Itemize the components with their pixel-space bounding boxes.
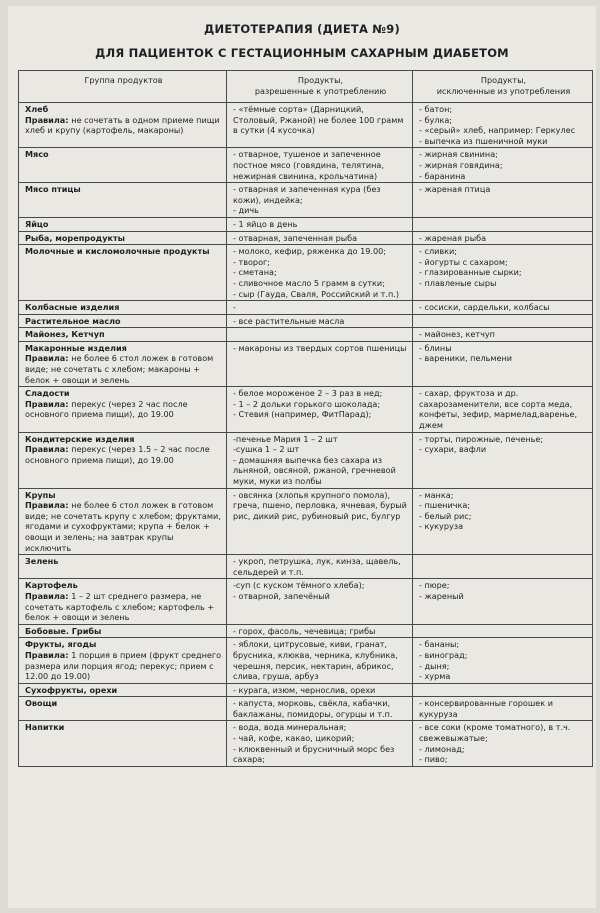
excluded-item: - кукуруза	[419, 521, 464, 532]
group-name: Мясо	[25, 149, 49, 160]
allowed-cell	[227, 697, 413, 721]
group-cell	[19, 387, 227, 432]
excluded-item: - батон;	[419, 104, 453, 114]
rule-label: Правила:	[25, 444, 72, 455]
group-name: Сухофрукты, орехи	[25, 684, 118, 695]
allowed-cell	[227, 328, 413, 342]
allowed-item: -суп (с куском тёмного хлеба);	[233, 580, 365, 591]
table-row	[19, 148, 593, 183]
group-name: Макаронные изделия	[25, 342, 127, 353]
allowed-item: - горох, фасоль, чечевица; грибы	[233, 625, 376, 636]
allowed-item: - сливочное масло 5 грамм в сутки;	[233, 277, 385, 288]
header-allowed-line: Продукты,	[297, 75, 344, 85]
excluded-cell	[413, 432, 593, 488]
rule-label: Правила:	[25, 114, 72, 125]
group-cell	[19, 231, 227, 245]
group-rule: Правила: перекус (через 2 час после основного приема пищи), до 19.00	[25, 398, 188, 420]
table-row	[19, 624, 593, 638]
excluded-cell	[413, 314, 593, 328]
allowed-item: - белое мороженое 2 – 3 раз в нед;	[233, 388, 383, 399]
allowed-item: - все растительные масла	[233, 315, 345, 326]
excluded-item: - дыня;	[419, 660, 450, 671]
group-cell	[19, 328, 227, 342]
allowed-item: - яблоки, цитрусовые, киви, гранат, брусника, клюква, черника, клубника, черешня, персик, нектарин, абрикос, слива, груша, арбуз	[233, 639, 398, 682]
allowed-item: - сметана;	[233, 267, 277, 278]
header-allowed-line: разрешенные к употреблению	[254, 85, 387, 96]
excluded-item: - хурма	[419, 671, 451, 682]
allowed-item: - отварной, запечёный	[233, 590, 330, 601]
excluded-cell	[413, 103, 593, 148]
group-name: Мясо птицы	[25, 184, 81, 195]
diet-sheet	[8, 6, 596, 908]
excluded-cell	[413, 555, 593, 579]
excluded-cell	[413, 624, 593, 638]
excluded-cell	[413, 683, 593, 697]
header-excluded-line: Продукты,	[480, 75, 527, 85]
allowed-cell	[227, 721, 413, 766]
group-cell	[19, 245, 227, 301]
group-name: Напитки	[25, 722, 65, 733]
allowed-cell	[227, 231, 413, 245]
table-row	[19, 721, 593, 766]
allowed-cell	[227, 103, 413, 148]
excluded-item: - лимонад;	[419, 743, 465, 754]
group-cell	[19, 579, 227, 624]
allowed-cell	[227, 148, 413, 183]
table-row	[19, 488, 593, 555]
table-row	[19, 432, 593, 488]
allowed-item: - Стевия (например, ФитПарад);	[233, 409, 372, 420]
rule-label: Правила:	[25, 398, 72, 409]
diet-table	[18, 70, 593, 767]
excluded-cell	[413, 301, 593, 315]
group-cell	[19, 341, 227, 386]
excluded-item: - пюре;	[419, 580, 450, 591]
group-name: Растительное масло	[25, 315, 121, 326]
group-name: Рыба, морепродукты	[25, 232, 125, 243]
group-cell	[19, 301, 227, 315]
excluded-cell	[413, 217, 593, 231]
allowed-item: - макароны из твердых сортов пшеницы	[233, 342, 407, 353]
excluded-item: - жареный	[419, 590, 464, 601]
excluded-item: - сухари, вафли	[419, 444, 487, 455]
group-rule: Правила: перекус (через 1.5 – 2 час после основного приема пищи), до 19.00	[25, 444, 210, 465]
excluded-item: - майонез, кетчуп	[419, 329, 495, 340]
group-cell	[19, 638, 227, 683]
header-allowed	[227, 71, 413, 103]
group-name: Сладости	[25, 388, 70, 399]
group-cell	[19, 148, 227, 183]
allowed-item: - дичь	[233, 205, 259, 216]
header-group: Группа продуктов	[19, 71, 227, 103]
page-title: ДИЕТОТЕРАПИЯ (ДИЕТА №9)	[204, 22, 400, 36]
excluded-cell	[413, 245, 593, 301]
group-name: Бобовые. Грибы	[25, 625, 102, 636]
excluded-cell	[413, 721, 593, 766]
excluded-item: - консервированные горошек и кукуруза	[419, 698, 553, 719]
group-name: Зелень	[25, 556, 59, 567]
allowed-item: - овсянка (хлопья крупного помола), греча, пшено, перловка, ячневая, бурый рис, дикий рис, рубиновый рис, булгур	[233, 489, 407, 521]
allowed-item: - отварное, тушеное и запеченное постное мясо (говядина, телятина, нежирная свинина, крольчатина)	[233, 149, 384, 181]
excluded-item: - сосиски, сардельки, колбасы	[419, 302, 550, 313]
group-cell	[19, 488, 227, 555]
allowed-cell	[227, 555, 413, 579]
table-row	[19, 579, 593, 624]
excluded-item: - жирная говядина;	[419, 159, 503, 170]
allowed-item: - 1 – 2 дольки горького шоколада;	[233, 398, 381, 409]
excluded-item: - сахар, фруктоза и др. сахарозаменители, все сорта меда, конфеты, зефир, мармелад,варенье, джем	[419, 388, 578, 431]
excluded-cell	[413, 638, 593, 683]
allowed-cell	[227, 579, 413, 624]
group-name: Яйцо	[25, 218, 49, 229]
excluded-item: - сливки;	[419, 246, 458, 257]
excluded-item: - пиво;	[419, 754, 448, 765]
excluded-item: - плавленые сыры	[419, 277, 497, 288]
rule-label: Правила:	[25, 500, 72, 511]
group-name: Картофель	[25, 580, 78, 591]
excluded-item: - пшеничка;	[419, 500, 471, 511]
excluded-item: - баранина	[419, 170, 466, 181]
excluded-item: - жареная рыба	[419, 232, 487, 243]
allowed-item: -сушка 1 – 2 шт	[233, 444, 300, 455]
allowed-item: - творог;	[233, 256, 270, 267]
allowed-cell	[227, 387, 413, 432]
group-rule: Правила: 1 порция в прием (фрукт среднего размера или порция ягод; перекус; прием с 12.00 до 19.00)	[25, 649, 222, 682]
excluded-cell	[413, 328, 593, 342]
excluded-cell	[413, 148, 593, 183]
allowed-cell	[227, 638, 413, 683]
table-header-row	[19, 71, 593, 103]
page-subtitle: ДЛЯ ПАЦИЕНТОК С ГЕСТАЦИОННЫМ САХАРНЫМ ДИАБЕТОМ	[95, 46, 509, 60]
excluded-item: - виноград;	[419, 649, 468, 660]
table-row	[19, 301, 593, 315]
group-cell	[19, 683, 227, 697]
allowed-cell	[227, 624, 413, 638]
allowed-cell	[227, 341, 413, 386]
group-cell	[19, 103, 227, 148]
excluded-item: - блины	[419, 342, 452, 353]
excluded-item: - «серый» хлеб, например: Геркулес	[419, 125, 576, 136]
group-name: Хлеб	[25, 104, 49, 114]
allowed-item: - отварная, запеченная рыба	[233, 232, 358, 243]
allowed-item: - сыр (Гауда, Сваля, Российский и т.п.)	[233, 288, 399, 299]
group-rule: Правила: не более 6 стол ложек в готовом виде; не сочетать крупу с хлебом; фруктами, ягодами и сухофруктами; крупа + белок + овощи и зелень; на завтрак крупы исключить	[25, 500, 221, 553]
table-row	[19, 217, 593, 231]
group-cell	[19, 697, 227, 721]
table-row	[19, 341, 593, 386]
excluded-item: - белый рис;	[419, 510, 472, 521]
group-name: Колбасные изделия	[25, 302, 120, 313]
excluded-item: - глазированные сырки;	[419, 267, 522, 278]
header-excluded-line: исключенные из употребления	[436, 85, 571, 96]
allowed-cell	[227, 488, 413, 555]
table-row	[19, 555, 593, 579]
table-row	[19, 231, 593, 245]
excluded-item: - манка;	[419, 489, 454, 500]
excluded-cell	[413, 183, 593, 218]
excluded-item: - жареная птица	[419, 184, 491, 195]
group-cell	[19, 721, 227, 766]
group-rule: Правила: не более 6 стол ложек в готовом виде; не сочетать с хлебом; макароны + белок + овощи и зелень	[25, 353, 214, 385]
excluded-item: - бананы;	[419, 639, 460, 650]
allowed-cell	[227, 183, 413, 218]
excluded-item: - торты, пирожные, печенье;	[419, 433, 544, 444]
table-row	[19, 245, 593, 301]
allowed-item: - 1 яйцо в день	[233, 218, 298, 229]
allowed-cell	[227, 301, 413, 315]
table-row	[19, 697, 593, 721]
table-row	[19, 683, 593, 697]
excluded-item: - вареники, пельмени	[419, 353, 513, 364]
excluded-cell	[413, 579, 593, 624]
group-name: Фрукты, ягоды	[25, 639, 97, 650]
allowed-item: -печенье Мария 1 – 2 шт	[233, 433, 338, 444]
table-row	[19, 387, 593, 432]
allowed-item: - клюквенный и брусничный морс без сахара;	[233, 743, 395, 765]
table-body	[19, 103, 593, 767]
group-rule: Правила: не сочетать в одном приеме пищи хлеб и крупу (картофель, макароны)	[25, 114, 220, 136]
table-row	[19, 103, 593, 148]
allowed-cell	[227, 245, 413, 301]
allowed-item: - отварная и запеченная кура (без кожи), индейка;	[233, 184, 381, 205]
allowed-item: -	[233, 302, 236, 313]
group-name: Кондитерские изделия	[25, 433, 135, 444]
allowed-item: - укроп, петрушка, лук, кинза, щавель, сельдерей и т.п.	[233, 556, 401, 577]
excluded-item: - булка;	[419, 114, 453, 125]
table-row	[19, 638, 593, 683]
group-cell	[19, 432, 227, 488]
group-cell	[19, 624, 227, 638]
allowed-cell	[227, 314, 413, 328]
excluded-item: - выпечка из пшеничной муки	[419, 135, 548, 146]
excluded-item: - жирная свинина;	[419, 149, 498, 160]
table-row	[19, 183, 593, 218]
allowed-item: - капуста, морковь, свёкла, кабачки, баклажаны, помидоры, огурцы и т.п.	[233, 698, 393, 719]
table-row	[19, 314, 593, 328]
excluded-cell	[413, 341, 593, 386]
group-name: Овощи	[25, 698, 58, 709]
rule-label: Правила:	[25, 353, 72, 364]
group-cell	[19, 314, 227, 328]
group-cell	[19, 183, 227, 218]
allowed-cell	[227, 217, 413, 231]
excluded-cell	[413, 231, 593, 245]
allowed-item: - вода, вода минеральная;	[233, 722, 347, 733]
group-name: Молочные и кисломолочные продукты	[25, 246, 210, 257]
excluded-cell	[413, 488, 593, 555]
allowed-item: - молоко, кефир, ряженка до 19.00;	[233, 246, 387, 257]
group-rule: Правила: 1 – 2 шт среднего размера, не сочетать картофель с хлебом; картофель + белок + овощи и зелень	[25, 590, 215, 623]
group-cell	[19, 217, 227, 231]
rule-label: Правила:	[25, 649, 72, 660]
header-excluded	[413, 71, 593, 103]
allowed-item: - курага, изюм, чернослив, орехи	[233, 684, 376, 695]
allowed-cell	[227, 432, 413, 488]
excluded-item: - все соки (кроме томатного), в т.ч. свежевыжатые;	[419, 722, 571, 744]
excluded-cell	[413, 697, 593, 721]
excluded-cell	[413, 387, 593, 432]
rule-label: Правила:	[25, 590, 72, 601]
allowed-item: - домашняя выпечка без сахара из льняной, овсяной, ржаной, гречневой муки, муки из полбы	[233, 454, 396, 486]
allowed-cell	[227, 683, 413, 697]
excluded-item: - йогурты с сахаром;	[419, 256, 508, 267]
group-name: Крупы	[25, 489, 56, 500]
allowed-item: - чай, кофе, какао, цикорий;	[233, 733, 355, 744]
group-name: Майонез, Кетчуп	[25, 329, 105, 340]
allowed-item: - «тёмные сорта» (Дарницкий, Столовый, Ржаной) не более 100 грамм в сутки (4 кусочка)	[233, 104, 404, 136]
group-cell	[19, 555, 227, 579]
table-row	[19, 328, 593, 342]
